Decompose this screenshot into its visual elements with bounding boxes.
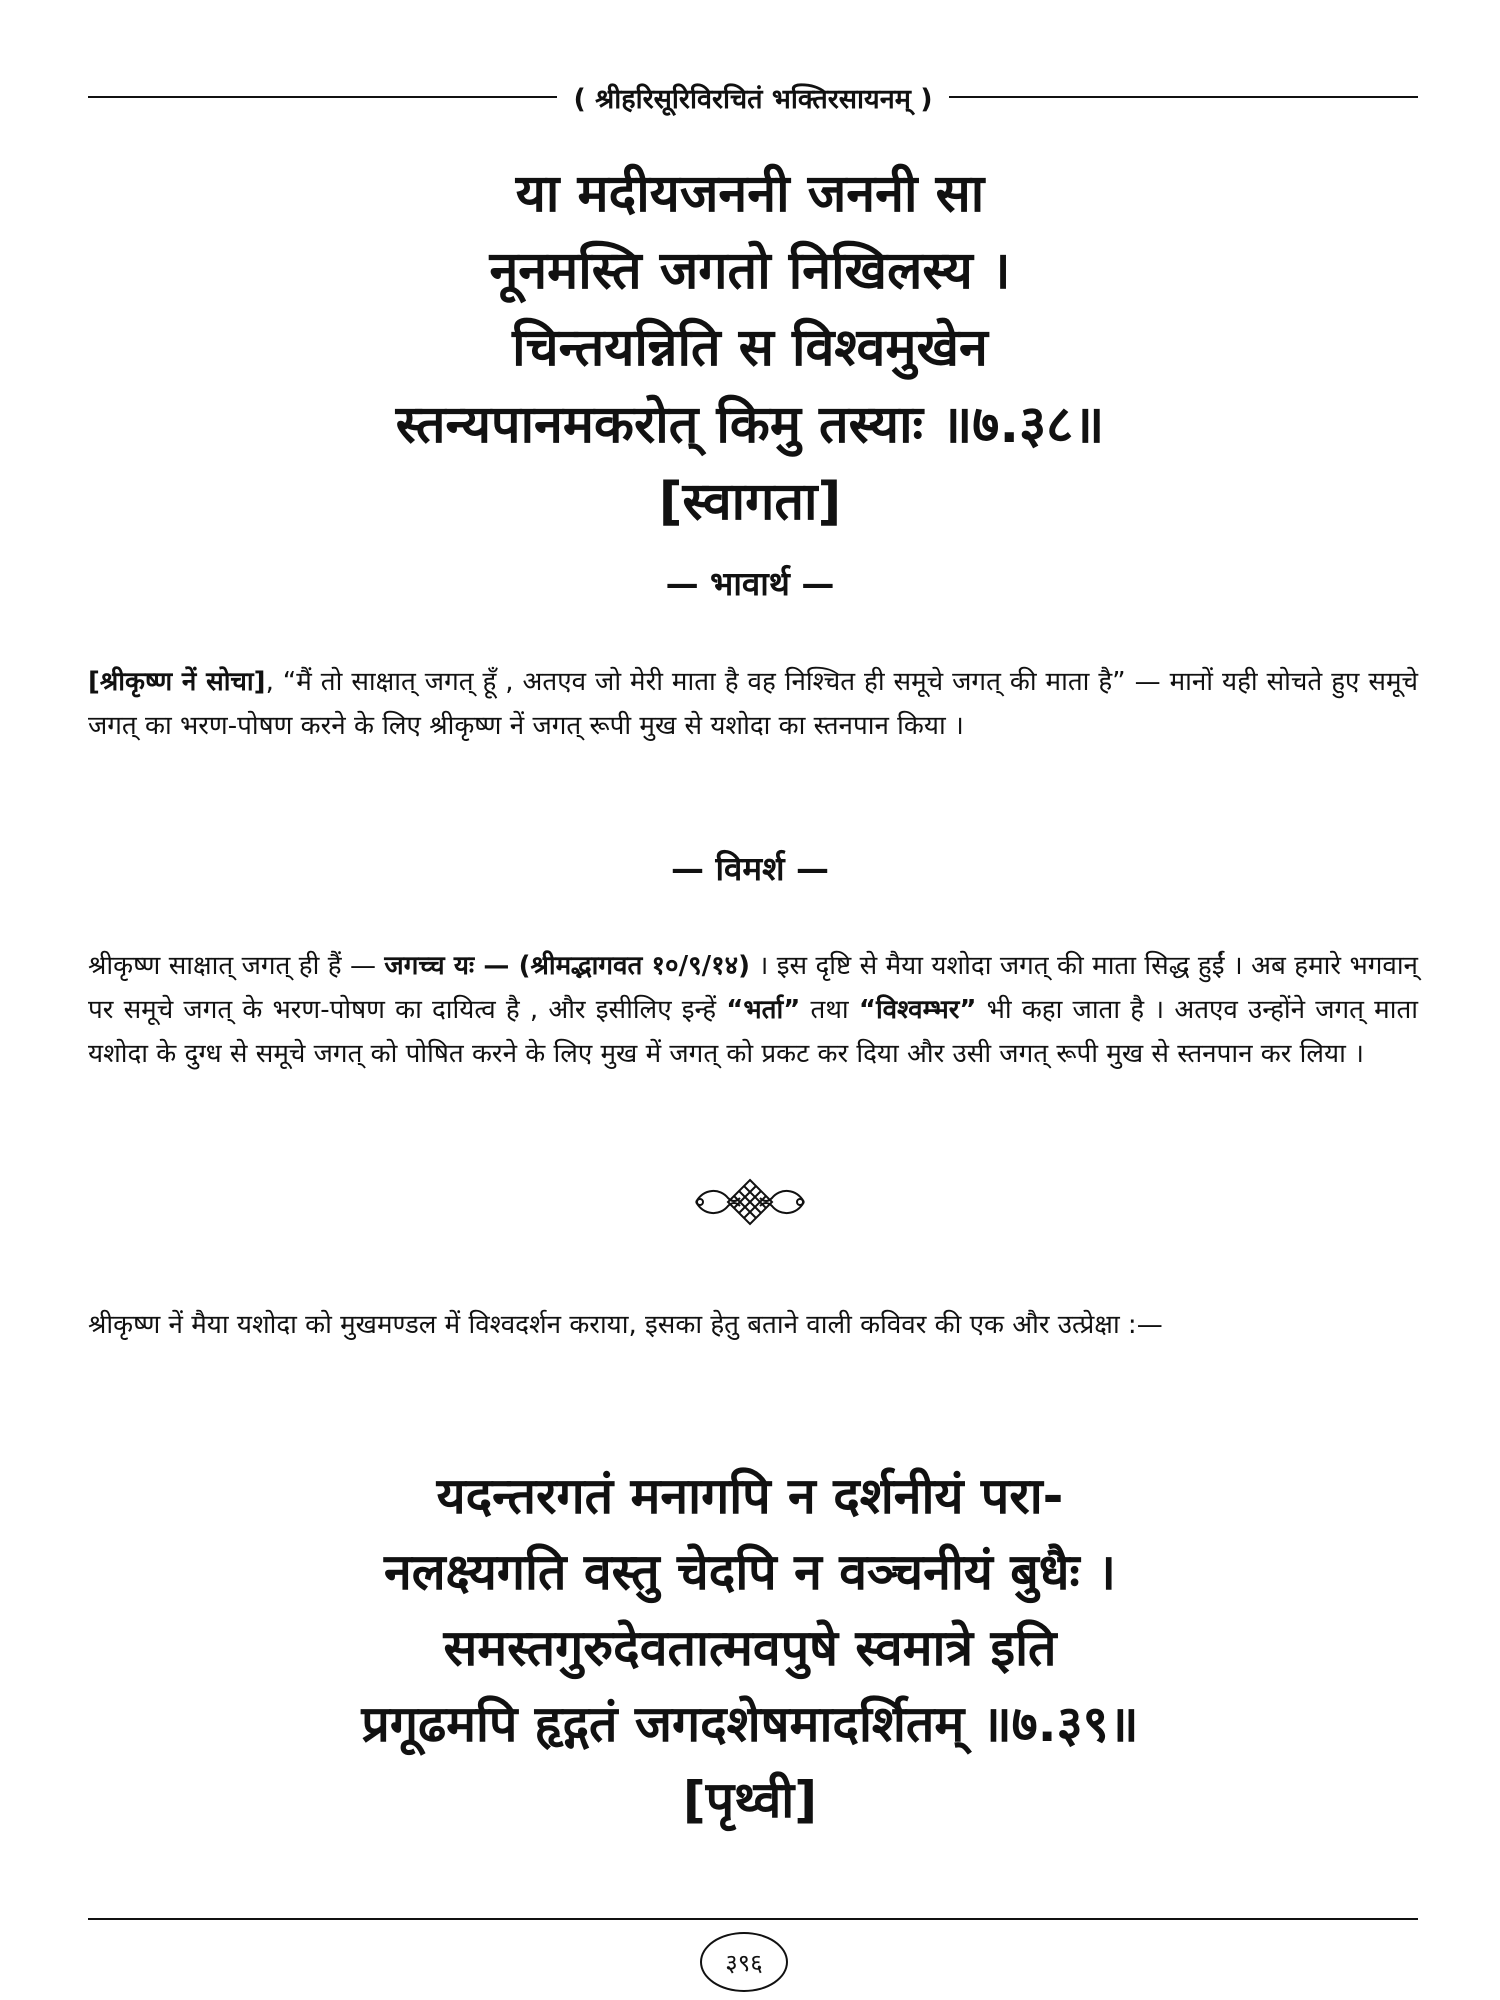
verse-7-38: [60, 156, 1440, 541]
vimarsh-paragraph: [88, 944, 1418, 1076]
verse-line: नलक्ष्यगति वस्तु चेदपि न वञ्चनीयं बुधैः ।: [383, 1543, 1117, 1601]
running-header: [88, 72, 1418, 122]
bhavarth-text: , “मैं तो साक्षात् जगत् हूँ , अतएव जो मेरी माता है वह निश्चित ही समूचे जगत् की माता है” — मानों यही सोचते हुए समूचे जगत् का भरण-पोषण करने के लिए श्रीकृष्ण नें जगत् रूपी मुख से यशोदा का स्तनपान किया ।: [88, 667, 1418, 741]
vimarsh-citation: जगच्च यः — (श्रीमद्भागवत १०/९/१४): [384, 951, 751, 981]
verse-line: स्तन्यपानमकरोत् किमु तस्याः ॥७.३८॥: [395, 395, 1105, 455]
vimarsh-term-vishvambhar: “विश्वम्भर”: [858, 995, 977, 1025]
page-number: ३९६: [725, 1948, 763, 1977]
vimarsh-text-1: श्रीकृष्ण साक्षात् जगत् ही हैं —: [88, 951, 385, 981]
vimarsh-text-2: । इस दृष्टि से मैया यशोदा जगत् की माता सिद्ध हुईं । अब हमारे भगवान् पर समूचे जगत् के भरण-पोषण का दायित्व है , और इसीलिए इन्हें: [88, 951, 1418, 1025]
header-rule-left: [88, 96, 557, 98]
verse-line: या मदीयजननी जननी सा: [515, 164, 985, 224]
bhavarth-heading: — भावार्थ —: [665, 564, 835, 603]
verse-line: नूनमस्ति जगतो निखिलस्य ।: [489, 241, 1011, 301]
vimarsh-term-bharta: “भर्ता”: [726, 995, 801, 1025]
vimarsh-text-4: भी कहा जाता है । अतएव उन्होंने जगत् माता यशोदा के दुग्ध से समूचे जगत् को पोषित करने के लिए मुख में जगत् को प्रकट कर दिया और उसी जगत् रूपी मुख से स्तनपान कर लिया ।: [88, 995, 1418, 1069]
footer-rule: [88, 1918, 1418, 1920]
bhavarth-paragraph: [88, 660, 1418, 748]
verse-line: चिन्तयन्निति स विश्वमुखेन: [512, 318, 988, 378]
verse-meter: [स्वागता]: [658, 472, 842, 532]
verse-meter: [पृथ्वी]: [682, 1771, 818, 1829]
vimarsh-heading: — विमर्श —: [670, 849, 830, 888]
header-title: ( श्रीहरिसूरिविरचितं भक्तिरसायनम् ): [573, 83, 933, 115]
verse-line: समस्तगुरुदेवतात्मवपुषे स्वमात्रे इति: [443, 1619, 1057, 1677]
intro-paragraph: श्रीकृष्ण नें मैया यशोदा को मुखमण्डल में विश्वदर्शन कराया, इसका हेतु बताने वाली कविवर की एक और उत्प्रेक्षा :—: [88, 1310, 1163, 1340]
verse-line: प्रगूढमपि हृद्गतं जगदशेषमादर्शितम् ॥७.३९॥: [361, 1695, 1139, 1753]
verse-7-39: [60, 1458, 1440, 1838]
verse-line: यदन्तरगतं मनागपि न दर्शनीयं परा-: [436, 1467, 1064, 1525]
vimarsh-text-3: तथा: [800, 995, 859, 1025]
knot-ornament-icon: [690, 1172, 810, 1232]
bhavarth-lead: [श्रीकृष्ण नें सोचा]: [88, 667, 266, 697]
page-number-badge: [700, 1932, 788, 1992]
header-rule-right: [949, 96, 1418, 98]
